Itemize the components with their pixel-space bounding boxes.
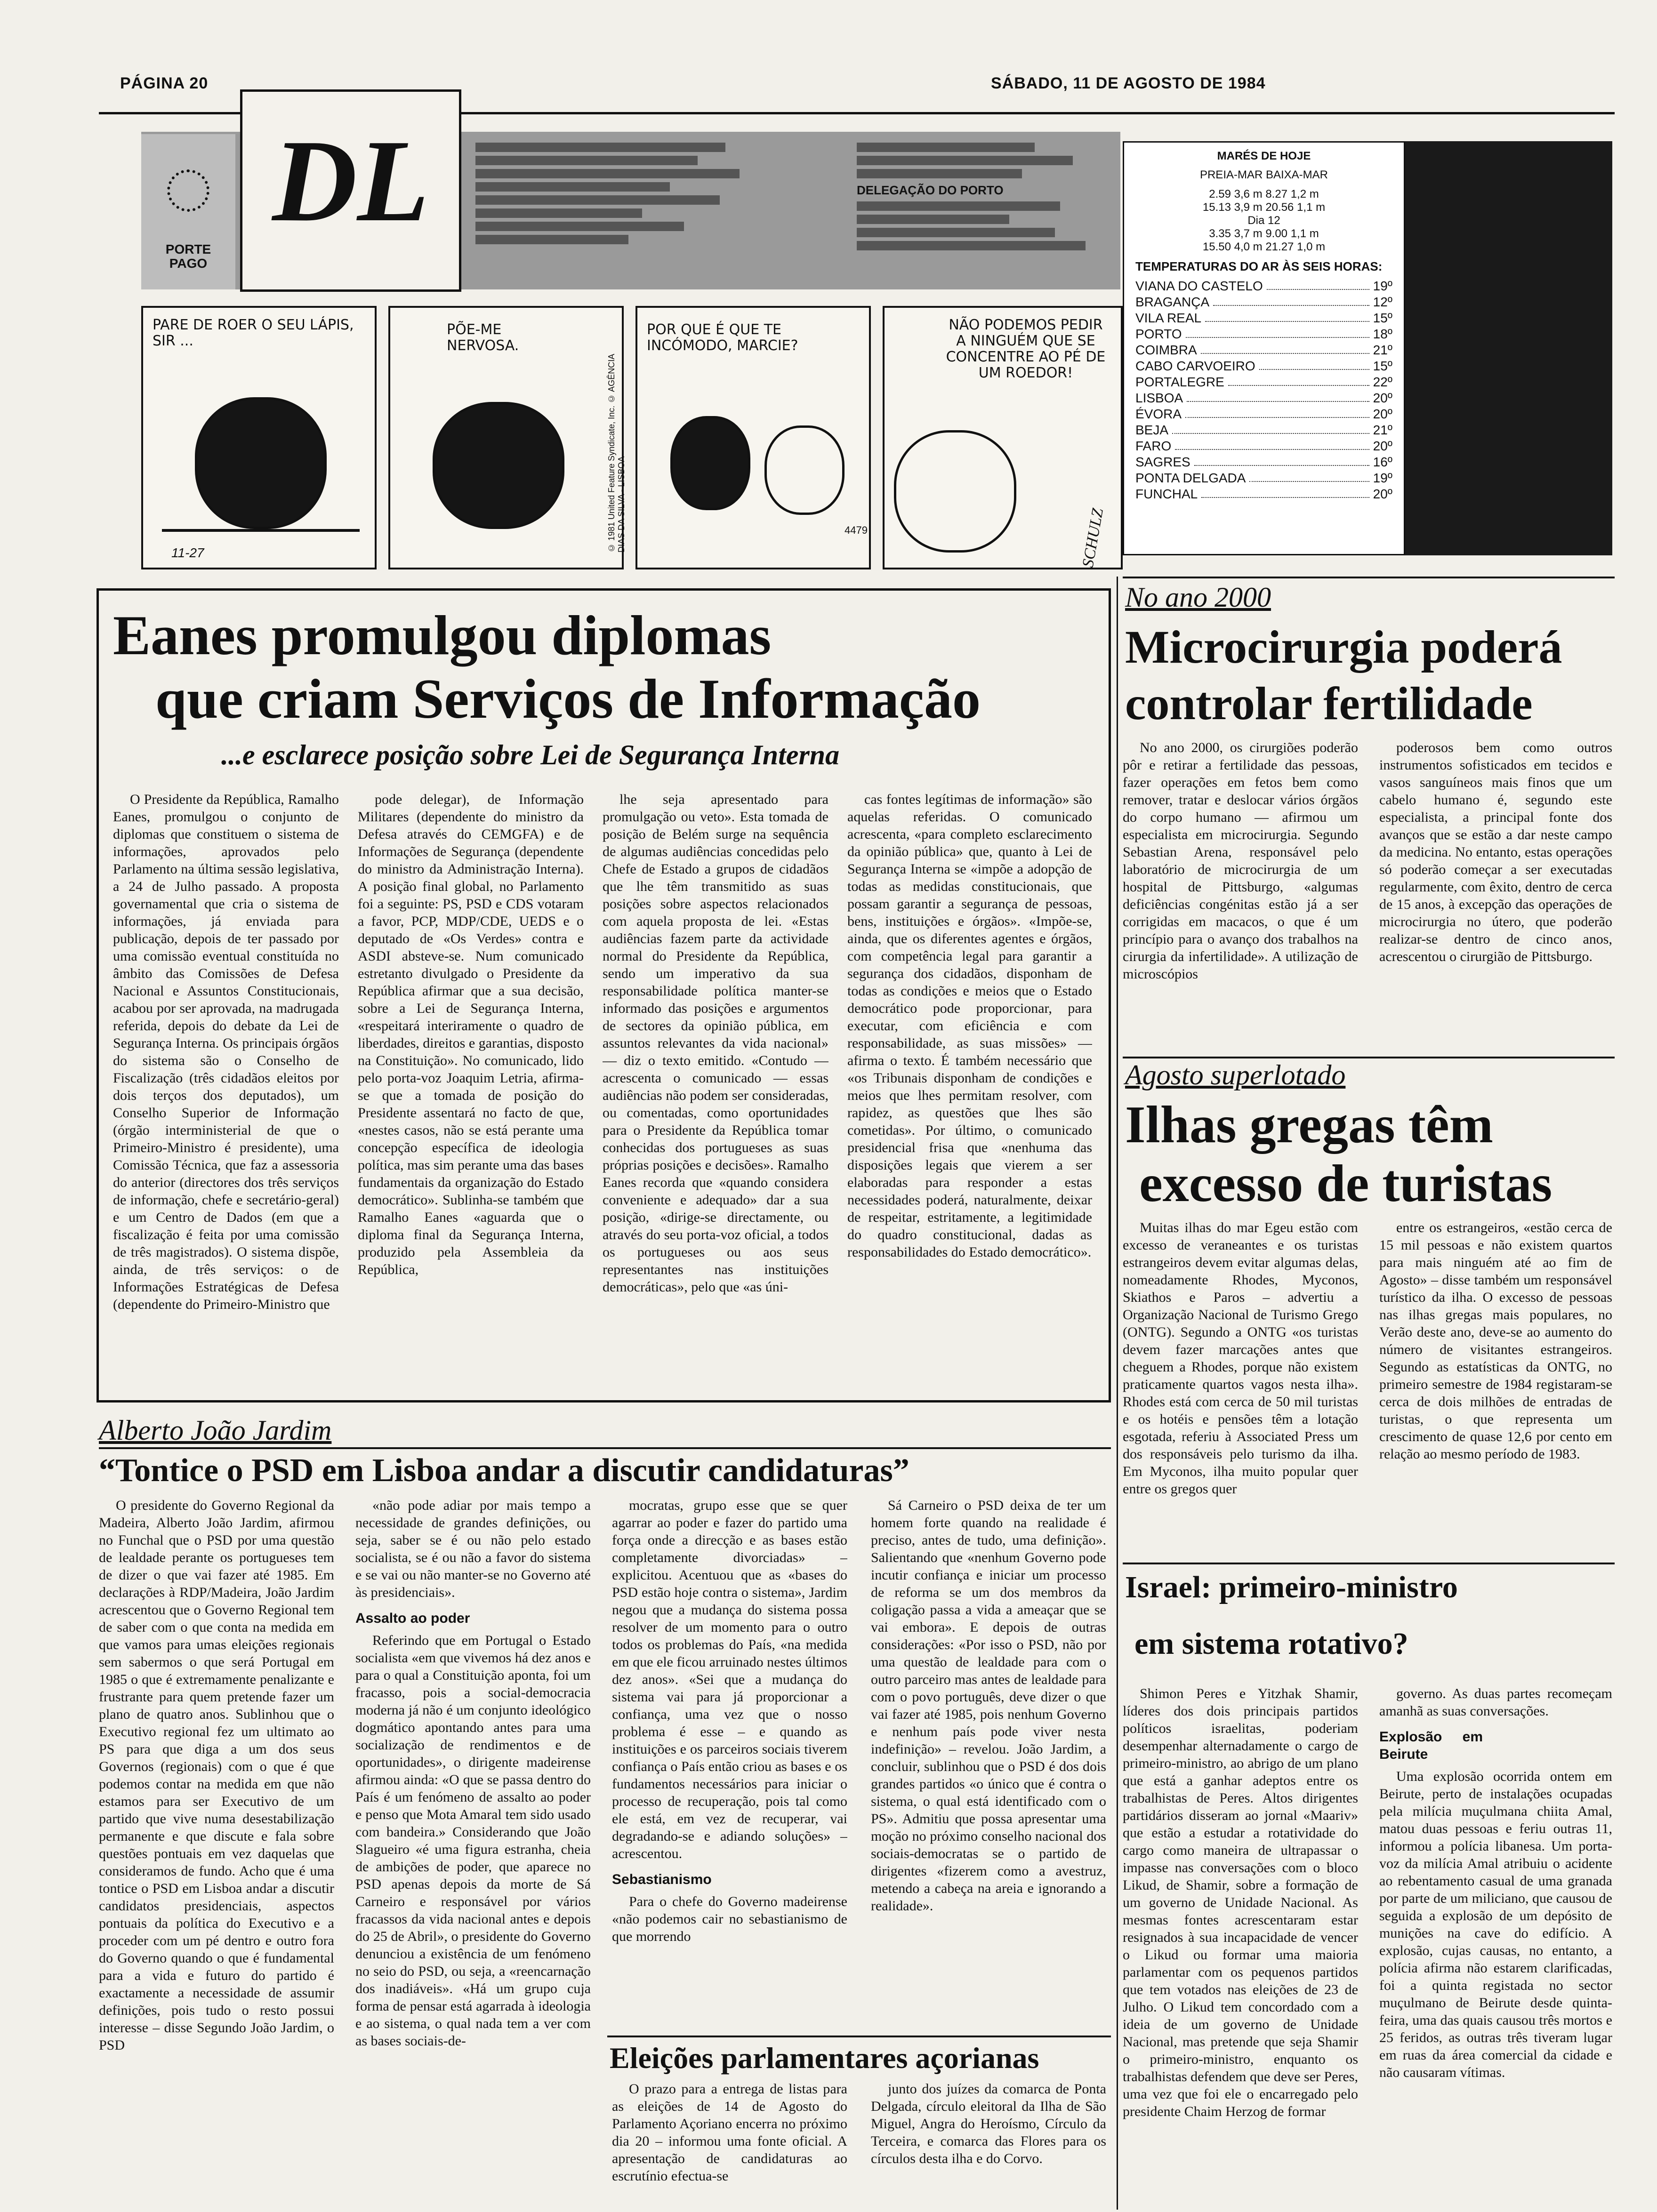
psd-column-2: «não pode adiar por mais tempo a necessidade de grandes definições, ou seja, saber se é ou não pelo estado socialista, se é ou não a favor do sistema e se vai ou não manter-se no Governo até às presidenciais». Assalto ao poder Referindo que em Portugal o Estado socialista «em que vivemos há dez anos e para o qual a Constituição aponta, foi um fracasso, pois a social-democracia moderna já não é um conjunto ideológico dogmático apontando antes para uma socialização de rendimentos e de oportunidades», o dirigente madeirense afirmou ainda: «O que se passa dentro do País é um fenómeno de assalto ao poder e penso que Mota Amaral tem sido usado com bandeira.» Considerando que João Slagueiro «é uma figura estranha, cheia de ambições de poder, que aparece no PSD apenas depois da morte de Sá Carneiro e responsável por vários fracassos da vida nacional antes e depois do 25 de Abril», o presidente do Governo denunciou a existência de um fenómeno no seio do PSD, ou seja, a «reencarnação dos inadiáveis». «Há um grupo cuja forma de pensar está agarrada à ideologia e ao sistema, o qual nada tem a ver com as bases sociais-de- <box>355 1498 591 2049</box>
temperature-value: 20º <box>1373 391 1392 405</box>
city-name: ÉVORA <box>1135 407 1182 421</box>
micro-column-1: No ano 2000, os cirurgiões poderão pôr e retirar a fertilidade das pessoas, fazer operações em fetos bem como remover, tratar e deslocar vários órgãos do corpo humano — afirmou um especialista em microcirurgia. Segundo Sebastian Arena, responsável pelo laboratório de microcirurgia de um hospital de Pittsburgo, «algumas deficiências congénitas estão já a ser corrigidas em macacos, o que é um princípio para o avanço dos trabalhos na cirurgia da infertilidade». A utilização de microscópios <box>1123 740 1358 982</box>
temperature-value: 19º <box>1373 279 1392 293</box>
micro-kicker: No ano 2000 <box>1125 582 1271 613</box>
acores-column-1: O prazo para a entrega de listas para as eleições de 14 de Agosto do Parlamento Açoriano encerra no próximo dia 20 – informou uma fonte oficial. A apresentação de candidaturas ao escrutínio efectua-se <box>612 2081 847 2184</box>
israel-headline-1: Israel: primeiro-ministro <box>1125 1570 1458 1604</box>
city-name: BRAGANÇA <box>1135 295 1210 309</box>
desk-line <box>162 529 360 532</box>
leader-dots <box>1175 438 1369 450</box>
speech-balloon-1: PARE DE ROER O SEU LÁPIS, SIR ... <box>153 317 354 349</box>
temperature-value: 16º <box>1373 455 1392 469</box>
ilhas-headline-2: excesso de turistas <box>1139 1154 1552 1213</box>
leader-dots <box>1201 486 1369 498</box>
leader-dots <box>1201 342 1369 354</box>
character-icon <box>433 402 564 529</box>
city-name: PORTALEGRE <box>1135 375 1224 389</box>
temperature-row <box>1135 278 1392 294</box>
beirute-subhead: Explosão em Beirute <box>1379 1729 1483 1762</box>
temperature-row <box>1135 294 1392 310</box>
city-name: FUNCHAL <box>1135 487 1198 501</box>
right-column-divider <box>1117 577 1118 2210</box>
delegacao-title: DELEGAÇÃO DO PORTO <box>857 183 1004 197</box>
tides-header: PREIA-MAR BAIXA-MAR <box>1199 168 1328 181</box>
city-name: FARO <box>1135 439 1172 453</box>
city-name: VILA REAL <box>1135 311 1202 325</box>
character-icon <box>894 430 1016 553</box>
leader-dots <box>1172 422 1369 434</box>
temperature-row <box>1135 438 1392 454</box>
acores-top-rule <box>607 2036 1111 2037</box>
city-name: LISBOA <box>1135 391 1183 405</box>
tide-row: 3.35 3,7 m 9.00 1,1 m <box>1209 227 1319 240</box>
leader-dots <box>1185 406 1369 418</box>
temperature-row <box>1135 342 1392 358</box>
psd-rule <box>99 1447 1111 1449</box>
acores-headline: Eleições parlamentares açorianas <box>610 2041 1039 2075</box>
city-name: BEJA <box>1135 423 1169 437</box>
israel-headline-2: em sistema rotativo? <box>1134 1627 1408 1661</box>
temperature-row <box>1135 374 1392 390</box>
eanes-headline-2: que criam Serviços de Informação <box>155 667 981 730</box>
temperature-row <box>1135 454 1392 470</box>
leader-dots <box>1267 278 1369 290</box>
eanes-column-3: lhe seja apresentado para promulgação ou veto». Esta tomada de posição de Belém surge na sequência de algumas audiências concedidas pelo Chefe de Estado a grupos de cidadãos que lhe têm transmitido as suas posições sobre aspectos relacionados com aquela proposta de lei. «Estas audiências fazem parte da actividade normal do Presidente da República, sendo um imperativo da sua responsabilidade política manter-se informado das posições e argumentos de sectores da opinião pública, em assuntos relevantes da vida nacional» — diz o texto emitido. «Contudo — acrescenta o comunicado — essas audiências não podem ser consideradas, ou comentadas, como oportunidades para o Presidente da República tomar conhecidas dos portugueses as suas próprias posições e decisões». Ramalho Eanes recorda que «quando considera conveniente e adequado» dar a sua posição, «dirige-se directamente, ou através do seu porta-voz oficial, a todos os portugueses ou aos seus representantes nas instituições democráticas», pelo que «as úni- <box>603 792 828 1295</box>
temperature-row <box>1135 422 1392 438</box>
masthead-info-right <box>857 139 1111 280</box>
israel-column-1: Shimon Peres e Yitzhak Shamir, líderes dos dois principais partidos políticos israelitas, poderiam desempenhar alternadamente o cargo de primeiro-ministro, ao abrigo de um plano que está a ganhar adeptos entre os trabalhistas de Peres. Altos dirigentes partidários disseram ao jornal «Maariv» que estão a estudar a rotatividade do cargo como maneira de ultrapassar o impasse nas conversações com o bloco Likud, de Shamir, sobre a formação de um governo de Unidade Nacional. As mesmas fontes acrescentaram estar resignados à sua incapacidade de vencer o Likud ou formar uma maioria parlamentar com os pequenos partidos que tem votados nas eleições de 23 de Julho. O Likud tem concordado com a ideia de um governo de Unidade Nacional, mas pretende que seja Shamir o primeiro-ministro, enquanto os trabalhistas defendem que deve ser Peres, uma vez que foi ele o encarregado pelo presidente Chaim Herzog de formar <box>1123 1686 1358 2119</box>
stamp-icon <box>167 169 209 212</box>
micro-column-2: poderosos bem como outros instrumentos sofisticados em tecidos e vasos sanguíneos mais finos que um cabelo humano é, segundo este especialista, a principal fonte dos avanços que se estão a dar neste campo da medicina. No entanto, estas operações só poderão começar a ser executadas regularmente, com êxito, dentro de cerca de 15 anos, à excepção das operações de microcirurgia no útero, que poderão realizar-se dentro de cinco anos, acrescentou o cirurgião de Pittsburgo. <box>1379 740 1612 964</box>
micro-headline-2: controlar fertilidade <box>1125 677 1533 729</box>
city-name: PORTO <box>1135 327 1182 341</box>
temperature-row <box>1135 358 1392 374</box>
psd-kicker: Alberto João Jardim <box>99 1415 332 1446</box>
micro-top-rule <box>1123 577 1615 578</box>
sebastianismo-subhead: Sebastianismo <box>612 1872 712 1887</box>
comic-panel-3 <box>635 306 871 569</box>
character-icon <box>764 425 845 515</box>
leader-dots <box>1186 326 1369 338</box>
eanes-subhead: ...e esclarece posição sobre Lei de Segurança Interna <box>221 739 840 770</box>
temperature-row <box>1135 326 1392 342</box>
speech-balloon-4: NÃO PODEMOS PEDIR A NINGUÉM QUE SE CONCENTRE AO PÉ DE UM ROEDOR! <box>946 317 1106 381</box>
city-name: PONTA DELGADA <box>1135 471 1246 485</box>
character-icon <box>670 416 750 510</box>
ilhas-headline-1: Ilhas gregas têm <box>1125 1096 1493 1154</box>
leader-dots <box>1259 358 1369 370</box>
comic-panel-4 <box>883 306 1123 569</box>
psd-column-4: Sá Carneiro o PSD deixa de ter um homem forte quando na realidade é preciso, antes de tudo, uma definição». Salientando que «nenhum Governo pode incutir confiança e iniciar um processo de reforma se um dos membros da coligação passa a vida a ameaçar que se vai embora». E depois de outras considerações: «Por isso o PSD, não por uma questão de lealdade para com o outro parceiro mas antes de lealdade para com o povo português, deve dizer o que vai fazer até 1985, pois nenhum Governo e nenhum país pode viver nesta indefinição» – revelou. João Jardim, a concluir, sublinhou que o PSD é dos dois grandes partidos «o único que é contra o sistema, o qual está identificado com o PS». Admitiu que possa apresentar uma moção no próximo conselho nacional dos sociais-democratas se o partido de dirigentes «fizerem como a avestruz, metendo a cabeça na areia e ignorando a realidade». <box>871 1498 1106 1914</box>
tide-row: Dia 12 <box>1247 214 1280 227</box>
leader-dots <box>1205 310 1369 322</box>
israel-top-rule <box>1123 1563 1615 1564</box>
temps-title: TEMPERATURAS DO AR ÀS SEIS HORAS: <box>1135 259 1383 273</box>
temperature-value: 15º <box>1373 359 1392 373</box>
ilhas-column-1: Muitas ilhas do mar Egeu estão com excesso de veraneantes e os turistas estrangeiros devem evitar algumas delas, nomeadamente Rhodes, Myconos, Skiathos e Paros – advertiu a Organização Nacional de Turismo Grego (ONTG). Segundo a ONTG «os turistas devem fazer marcações antes que cheguem a Rhodes, porque não existem praticamente quartos vagos nesta ilha». Rhodes está com cerca de 50 mil turistas e os hotéis e pensões têm a lotação esgotada, referiu à Associated Press um dos responsáveis pelo turismo da ilha. Em Myconos, ilha muito popular quer entre os gregos quer <box>1123 1220 1358 1497</box>
page-date: SÁBADO, 11 DE AGOSTO DE 1984 <box>991 74 1266 92</box>
temperature-value: 20º <box>1373 487 1392 501</box>
signature: SCHULZ <box>1079 507 1107 569</box>
tide-row: 15.13 3,9 m 20.56 1,1 m <box>1202 201 1326 214</box>
temperature-value: 12º <box>1373 295 1392 309</box>
comic-panel-1 <box>141 306 377 569</box>
leader-dots <box>1249 470 1369 482</box>
tides-title: MARÉS DE HOJE <box>1217 150 1311 162</box>
tide-row: 15.50 4,0 m 21.27 1,0 m <box>1202 240 1326 253</box>
dl-logo: DL <box>272 116 429 246</box>
temperature-value: 20º <box>1373 439 1392 453</box>
strip-number: 4479 <box>845 524 868 536</box>
eanes-column-4: cas fontes legítimas de informação» são aquelas referidas. O comunicado acrescenta, «para completo esclarecimento da opinião pública» que, quanto à Lei de Segurança Interna se «impõe a adopção de todas as medidas constitucionais, que possam garantir a segurança de pessoas, bens, instituições e órgãos». «Impõe-se, ainda, que os diferentes agentes e órgãos, com competência legal para garantir a segurança dos cidadãos, disponham de todas as condições e meios que o Estado democrático pode proporcionar, para executar, com eficiência e com responsabilidade, as suas missões» — afirma o texto. É também necessário que «os Tribunais disponham de condições e meios que lhes permitam resolver, com rapidez, as questões que lhes são cometidas». Por último, o comunicado presidencial frisa que «nenhuma das disposições legais que vierem a ser elaboradas para responder a estas necessidades poderá, naturalmente, deixar de respeitar, estritamente, a legitimidade do quadro constitucional, dadas as responsabilidades do Estado democrático». <box>847 792 1092 1260</box>
city-name: COIMBRA <box>1135 343 1197 357</box>
strip-date: 11-27 <box>171 545 204 560</box>
comic-strip <box>141 306 1123 569</box>
leader-dots <box>1213 294 1369 306</box>
page-number: PÁGINA 20 <box>120 74 209 92</box>
eanes-headline-1: Eanes promulgou diplomas <box>113 604 772 666</box>
temperature-row <box>1135 390 1392 406</box>
psd-headline: “Tontice o PSD em Lisboa andar a discutir candidaturas” <box>99 1452 909 1489</box>
psd-column-3: mocratas, grupo esse que se quer agarrar ao poder e fazer do partido uma força onde a direcção e as bases estão completamente divorciadas» – explicitou. Acentuou que as «bases do PSD estão hoje contra o sistema», Jardim negou que a mudança do sistema possa resolver de um momento para o outro todos os problemas do País, «na medida em que ele ficou arruinado nestes últimos dez anos». «Sei que a mudança do sistema vai para já proporcionar a confiança, uma vez que o nosso problema é esse – e quando as instituições e os parceiros sociais tiverem confiança o País então criou as bases e os fundamentos necessários para iniciar o processo de recuperação, pois tal como ele está, em vez de recuperar, vai degradando-se e adiando soluções» – acrescentou. Sebastianismo Para o chefe do Governo madeirense «não podemos cair no sebastianismo de que morrendo <box>612 1498 847 1944</box>
masthead-info-left <box>475 139 753 280</box>
porte-pago-box <box>141 134 235 289</box>
leader-dots <box>1228 374 1369 386</box>
temperature-row <box>1135 470 1392 486</box>
city-name: CABO CARVOEIRO <box>1135 359 1255 373</box>
tide-row: 2.59 3,6 m 8.27 1,2 m <box>1209 188 1319 200</box>
speech-balloon-3: POR QUE É QUE TE INCÓMODO, MARCIE? <box>647 321 798 354</box>
ilhas-kicker: Agosto superlotado <box>1125 1059 1346 1090</box>
temperature-value: 22º <box>1373 375 1392 389</box>
temperature-row <box>1135 310 1392 326</box>
eanes-column-2: pode delegar), de Informação Militares (dependente do ministro da Defesa através do CEMGFA) e de Informações de Segurança (dependente do ministro da Administração Interna). A posição final global, no Parlamento foi a seguinte: PS, PSD e CDS votaram a favor, PCP, MDP/CDE, UEDS e o deputado de «Os Verdes» contra e ASDI absteve-se. Num comunicado estretanto divulgado o Presidente da República afirmar que a sua decisão, sobre a Lei de Segurança Interna, «respeitará interiramente o quadro de liberdades, direitos e garantias, disposto na Constituição». No comunicado, lido pelo porta-voz Joaquim Letria, afirma-se que a tomada de posição do Presidente assentará no facto de que, «nestes casos, não se está perante uma concepção específica de ideologia política, mas sim perante uma das bases fundamentais da organização do Estado democrático». Sublinha-se também que Ramalho Eanes «aguarda que o diploma final da Segurança Interna, produzido pela Assembleia da República, <box>358 792 584 1277</box>
acores-column-2: junto dos juízes da comarca de Ponta Delgada, círculo eleitoral da Ilha de São Miguel, Angra do Heroísmo, Círculo da Terceira, e comarca das Flores para os círculos desta ilha e do Corvo. <box>871 2081 1106 2166</box>
temperature-value: 21º <box>1373 423 1392 437</box>
assalto-subhead: Assalto ao poder <box>355 1611 470 1626</box>
character-icon <box>195 397 327 529</box>
ilhas-top-rule <box>1123 1057 1615 1058</box>
city-name: SAGRES <box>1135 455 1190 469</box>
eanes-column-1: O Presidente da República, Ramalho Eanes, promulgou o conjunto de diplomas que constituem o sistema de informações, aprovados pelo Parlamento na última sessão legislativa, a 24 de Julho passado. A proposta governamental que cria o sistema de informações, já enviada para publicação, depois de ter passado por uma comissão eventual constituída no âmbito das Comissões de Defesa Nacional e Assuntos Constitucionais, acabou por ser aprovada, na madrugada referida, depois do debate da Lei de Segurança Interna. Os principais órgãos do sistema são o Conselho de Fiscalização (três cidadãos eleitos por dois terços dos deputados), um Conselho Superior de Informação (órgão interministerial de que o Primeiro-Ministro é presidente), uma Comissão Técnica, que faz a assessoria do anterior (directores dos três serviços de informação, chefe e secretário-geral) e um Centro de Dados (em que a fiscalização é feita por uma comissão de três magistrados). O sistema dispõe, ainda, de três serviços: o de Informações Estratégicas de Defesa (dependente do Primeiro-Ministro que <box>113 792 339 1312</box>
temperature-value: 20º <box>1373 407 1392 421</box>
copyright-note: © 1981 United Feature Syndicate, Inc. © AGÊNCIA DIAS DA SILVA - LISBOA <box>607 354 626 553</box>
temperature-row <box>1135 486 1392 502</box>
ilhas-column-2: entre os estrangeiros, «estão cerca de 15 mil pessoas e não existem quartos para mais ninguém até ao fim de Agosto» – disse também um responsável turístico da ilha. O excesso de pessoas nas ilhas gregas mais populares, no Verão deste ano, deve-se ao aumento do número de visitantes estrangeiros. Segundo as estatísticas da ONTG, no primeiro semestre de 1984 registaram-se cerca de dois milhões de entradas de turistas, o que representa um crescimento de quase 12,6 por cento em relação ao mesmo período de 1983. <box>1379 1220 1612 1462</box>
temps-list <box>1135 278 1392 502</box>
leader-dots <box>1194 454 1369 466</box>
leader-dots <box>1187 390 1369 402</box>
speech-balloon-2: PÕE-ME NERVOSA. <box>447 321 519 354</box>
temperature-value: 15º <box>1373 311 1392 325</box>
porte-pago-label: PORTE PAGO <box>165 242 211 271</box>
temperature-value: 19º <box>1373 471 1392 485</box>
city-name: VIANA DO CASTELO <box>1135 279 1263 293</box>
micro-headline-1: Microcirurgia poderá <box>1125 621 1562 673</box>
psd-column-1: O presidente do Governo Regional da Madeira, Alberto João Jardim, afirmou no Funchal que o PSD por uma questão de lealdade perante os portugueses tem de dizer o que vai fazer até 1985. Em declarações à RDP/Madeira, João Jardim acrescentou que o Governo Regional tem de saber com o que conta na medida em que vamos para umas eleições regionais sem sabermos o que será Portugal em 1985 o que é extremamente penalizante e frustrante para quem pretende fazer um plano de quatro anos. Sublinhou que o Executivo regional fez um ultimato ao PS para que diga a um dos seus Governos (regionais) com o que é que podemos contar na medida em que não estamos para ser Executivo de um partido que vive numa desestabilização permanente e que discute e fala sobre questões pontuais em vez daquelas que consideramos de fundo. Acho que é uma tontice o PSD em Lisboa andar a discutir candidatos presidenciais, aspectos pontuais da política do Executivo e a proceder com um pé dentro e outro fora do Governo quando o que é fundamental para a vida e futuro do partido é exactamente a necessidade de assumir definições, pois tudo o resto possui interesse – disse Segundo João Jardim, o PSD <box>99 1498 334 2053</box>
masthead-logo-box <box>240 89 461 292</box>
temperature-value: 18º <box>1373 327 1392 341</box>
temperature-row <box>1135 406 1392 422</box>
weather-box <box>1123 141 1405 555</box>
israel-column-2: governo. As duas partes recomeçam amanhã as suas conversações. Explosão em Beirute Uma explosão ocorrida ontem em Beirute, perto de instalações ocupadas pela milícia muçulmana chiita Amal, matou duas pessoas e feriu outras 11, informou a polícia libanesa. Um porta-voz da milícia Amal atribuiu o acidente ao rebentamento casual de uma granada por parte de um miliciano, que causou de seguida a explosão de um depósito de munições na cave do edifício. A explosão, cujas causas, no entanto, a polícia afirma não estarem clarificadas, foi a quinta registada no sector muçulmano de Beirute desde quinta-feira, uma das quais causou três mortos e 25 feridos, as outras três tiveram lugar em ruas da área comercial da cidade e não causaram vítimas. <box>1379 1686 1612 2080</box>
temperature-value: 21º <box>1373 343 1392 357</box>
comic-panel-2 <box>388 306 624 569</box>
tides-table <box>1135 188 1392 254</box>
